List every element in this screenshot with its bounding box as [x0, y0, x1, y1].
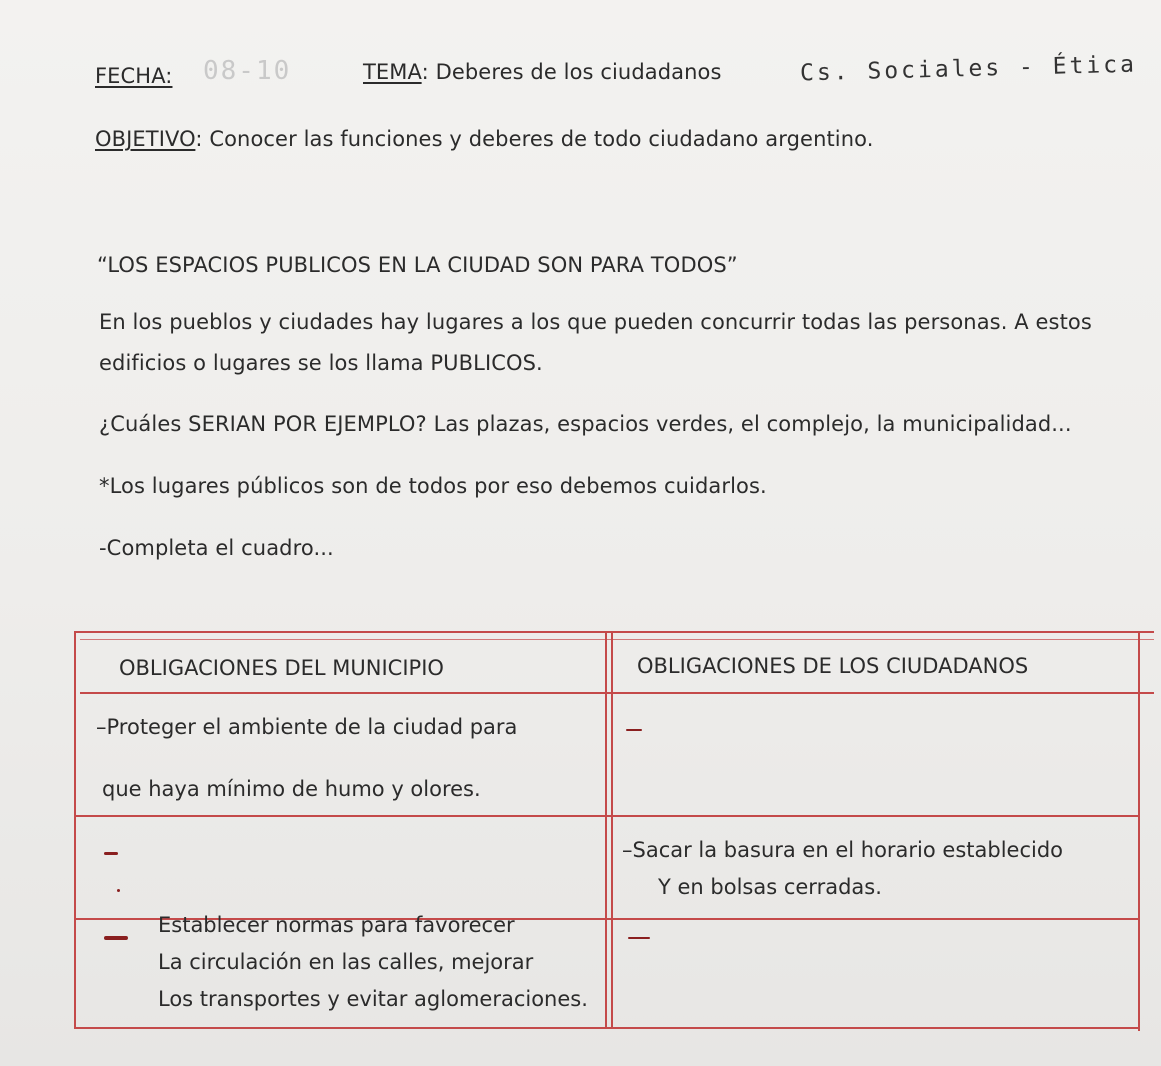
- objetivo-text: : Conocer las funciones y deberes de todo ciudadano argentino.: [195, 127, 874, 151]
- table-border-bottom: [74, 1027, 1140, 1029]
- fecha-value: 08-10: [203, 56, 292, 86]
- row-divider-1: [80, 692, 1154, 694]
- row2-right-line2: Y en bolsas cerradas.: [658, 875, 882, 899]
- paragraph-3: *Los lugares públicos son de todos por eso debemos cuidarlos.: [99, 474, 767, 498]
- paragraph-2: ¿Cuáles SERIAN POR EJEMPLO? Las plazas, espacios verdes, el complejo, la municipalidad...: [99, 412, 1072, 436]
- row3-left-line2: La circulación en las calles, mejorar: [158, 950, 534, 974]
- column-divider-b: [611, 631, 613, 1029]
- row-divider-2: [74, 815, 1140, 817]
- paragraph-1-line-1: En los pueblos y ciudades hay lugares a los que pueden concurrir todas las personas. A estos: [99, 310, 1092, 334]
- fecha-label: FECHA:: [95, 64, 173, 88]
- tema-line: [363, 60, 722, 84]
- row2-left-dot: [117, 889, 120, 892]
- table-border-left: [74, 631, 76, 1029]
- instruction: -Completa el cuadro...: [99, 536, 334, 560]
- row3-left-dash: [104, 936, 128, 940]
- table-border-top: [74, 631, 1154, 633]
- header-municipio: OBLIGACIONES DEL MUNICIPIO: [119, 656, 444, 680]
- table-border-top-inner: [80, 639, 1154, 640]
- row1-right-dash: [626, 729, 642, 731]
- tema-value: : Deberes de los ciudadanos: [421, 60, 722, 84]
- table-border-right: [1138, 631, 1140, 1031]
- row3-right-dash: [628, 937, 650, 939]
- row2-right-line1: –Sacar la basura en el horario establecido: [622, 838, 1064, 862]
- section-title: “LOS ESPACIOS PUBLICOS EN LA CIUDAD SON PARA TODOS”: [97, 253, 738, 277]
- row2-left-dash: [104, 852, 118, 855]
- obligations-table: [74, 631, 1154, 1031]
- header-ciudadanos: OBLIGACIONES DE LOS CIUDADANOS: [637, 654, 1029, 678]
- subject-note: Cs. Sociales - Ética: [799, 51, 1138, 87]
- tema-label: TEMA: [363, 60, 422, 84]
- objetivo-line: [95, 127, 874, 151]
- row3-left-line3: Los transportes y evitar aglomeraciones.: [158, 987, 588, 1011]
- paragraph-1-line-2: edificios o lugares se los llama PUBLICOS.: [99, 351, 543, 375]
- objetivo-label: OBJETIVO: [95, 127, 196, 151]
- row1-left-line1: –Proteger el ambiente de la ciudad para: [96, 715, 518, 739]
- column-divider-a: [605, 631, 607, 1029]
- row1-left-line2: que haya mínimo de humo y olores.: [102, 777, 481, 801]
- row3-left-line1: Establecer normas para favorecer: [158, 913, 515, 937]
